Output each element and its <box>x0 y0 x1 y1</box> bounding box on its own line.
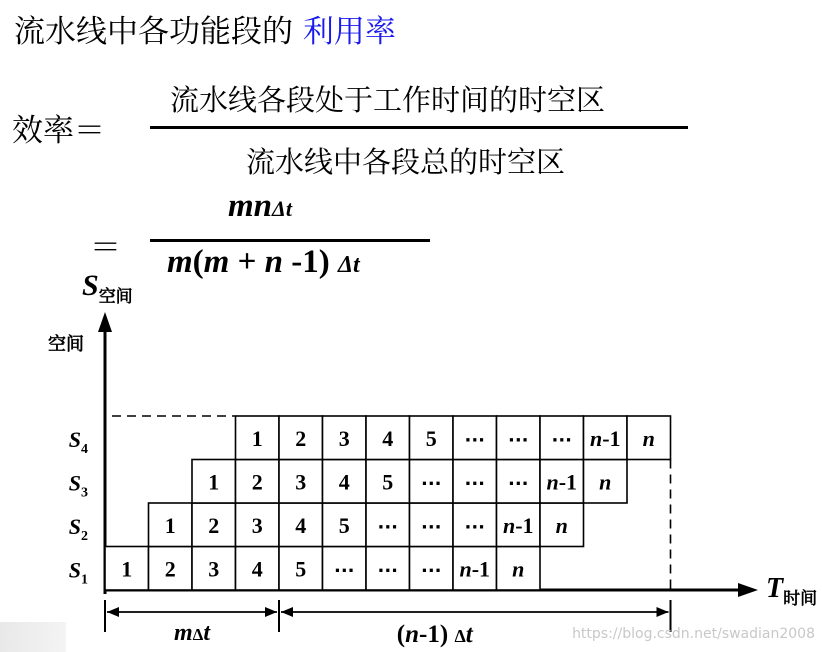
cell-label-s4-5: 5 <box>425 425 437 451</box>
cell-label-s4-2: 2 <box>295 425 307 451</box>
den2-n: n <box>264 244 284 280</box>
cell-label-s4-4: 4 <box>382 425 394 451</box>
bracket-right-arrow-b <box>657 607 669 617</box>
bracket-right-arrow-a <box>281 607 293 617</box>
cell-label-s3-3: 3 <box>295 469 307 495</box>
bracket-left-arrow-a <box>107 607 119 617</box>
span-right-label: (n-1) Δt <box>396 621 473 648</box>
cell-label-s1-4: 4 <box>251 556 263 582</box>
span-left-label: mΔt <box>173 620 211 646</box>
cell-label-s1-5: 5 <box>295 556 307 582</box>
cell-label-s3-1: 1 <box>208 469 220 495</box>
x-axis-arrow <box>738 583 758 597</box>
cell-label-s2-4: 4 <box>295 512 307 538</box>
cell-label-s2-6: ··· <box>377 516 399 538</box>
formula-denominator: 流水线中各段总的时空区 <box>246 145 566 179</box>
cell-label-s3-5: 5 <box>382 469 394 495</box>
cell-label-s4-8: ··· <box>551 429 573 451</box>
cell-label-s2-5: 5 <box>338 512 350 538</box>
cell-label-s2-9: n-1 <box>502 512 534 538</box>
blurred-corner <box>0 622 66 652</box>
bracket-left-arrow-b <box>265 607 277 617</box>
cell-label-s1-1: 1 <box>121 556 133 582</box>
cell-label-s2-2: 2 <box>208 512 220 538</box>
cell-label-s4-1: 1 <box>251 425 263 451</box>
den2-m2: m <box>203 244 230 280</box>
cell-label-s1-3: 3 <box>208 556 220 582</box>
cell-label-s4-9: n-1 <box>589 425 621 451</box>
cell-label-s1-7: ··· <box>377 560 399 582</box>
y-axis-title: $S_{空间}$ <box>82 269 133 307</box>
cell-label-s4-3: 3 <box>338 425 350 451</box>
cell-label-s1-8: ··· <box>420 560 442 582</box>
stage-label-1: $S_1$ <box>68 557 88 588</box>
den2-dt: Δt <box>338 252 360 278</box>
cell-label-s1-2: 2 <box>164 556 176 582</box>
title-prefix: 流水线中各功能段的 <box>14 14 293 50</box>
y-axis-label: 空间 <box>48 334 84 355</box>
cell-label-s2-10: n <box>555 512 568 538</box>
watermark: https://blog.csdn.net/swadian2008 <box>572 626 815 642</box>
cell-label-s1-9: n-1 <box>459 556 491 582</box>
formula-numerator: 流水线各段处于工作时间的时空区 <box>170 83 606 117</box>
x-axis-title: $T_{时间}$ <box>766 573 818 609</box>
cell-label-s3-4: 4 <box>338 469 350 495</box>
cell-label-s2-8: ··· <box>464 516 486 538</box>
num2-dt: Δt <box>272 196 292 221</box>
equals-sign: ＝ <box>90 230 121 266</box>
den2-m: m <box>167 244 193 280</box>
cell-label-s3-8: ··· <box>507 473 529 495</box>
den2-minus1: -1) <box>283 244 338 280</box>
cell-label-s1-6: ··· <box>333 560 355 582</box>
cell-label-s2-7: ··· <box>420 516 442 538</box>
cell-label-s4-10: n <box>642 425 655 451</box>
num2-mn: mn <box>228 188 273 224</box>
stage-label-2: $S_2$ <box>68 513 88 544</box>
cell-label-s4-7: ··· <box>507 429 529 451</box>
cell-label-s3-9: n-1 <box>546 469 578 495</box>
stage-label-4: $S_4$ <box>68 426 88 457</box>
cell-label-s3-10: n <box>599 469 612 495</box>
den2-paren: ( <box>192 244 204 280</box>
cell-label-s1-10: n <box>512 556 525 582</box>
cell-label-s3-6: ··· <box>420 473 442 495</box>
cell-label-s2-1: 1 <box>164 512 176 538</box>
stage-label-3: $S_3$ <box>68 470 88 501</box>
cell-label-s4-6: ··· <box>464 429 486 451</box>
y-axis-arrow <box>98 312 112 332</box>
title-highlight: 利用率 <box>302 14 396 50</box>
cell-label-s2-3: 3 <box>251 512 263 538</box>
cell-label-s3-7: ··· <box>464 473 486 495</box>
den2-plus: + <box>229 244 265 280</box>
cell-label-s3-2: 2 <box>251 469 263 495</box>
efficiency-label: 效率＝ <box>12 113 105 149</box>
